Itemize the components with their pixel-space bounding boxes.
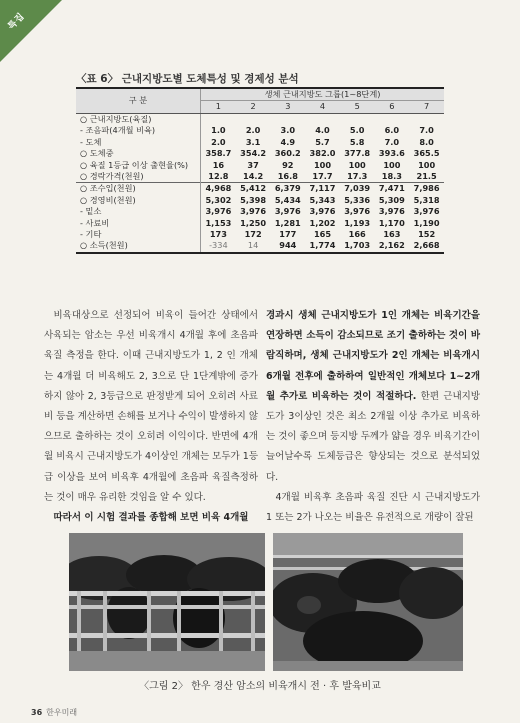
table-cell: 7,117 <box>305 183 340 195</box>
table-row <box>76 137 444 148</box>
magazine-name: 한우미래 <box>46 708 78 717</box>
table-label-header: 구 분 <box>76 88 201 113</box>
row-label: ○ 육질 1등급 이상 출현율(%) <box>76 160 201 171</box>
table-cell: 173 <box>209 229 227 240</box>
table-col-header: 6 <box>375 101 410 113</box>
table-row <box>76 183 444 195</box>
table-cell: 5.7 <box>315 136 330 147</box>
table-cell: 14.2 <box>243 170 264 181</box>
table-cell: 377.8 <box>344 148 371 159</box>
row-label: ○ 조수입(천원) <box>76 183 201 195</box>
row-label: - 사료비 <box>76 218 201 229</box>
section-corner-label: 특집 <box>6 11 28 32</box>
table-cell: 1.0 <box>211 125 226 136</box>
body-paragraph <box>266 306 480 488</box>
table-cell: 3,976 <box>413 206 440 217</box>
table-cell: 7.0 <box>419 125 434 136</box>
table-cell: 6.0 <box>384 125 400 136</box>
table-cell: 5,343 <box>309 194 336 205</box>
table-cell: 166 <box>348 229 366 240</box>
table-cell: 17.3 <box>347 170 368 181</box>
table-cell: 37 <box>247 159 259 170</box>
table-cell: 172 <box>244 229 262 240</box>
table-cell: 92 <box>282 159 294 170</box>
table-cell: 365.5 <box>413 148 440 159</box>
table-cell: 100 <box>383 159 401 170</box>
table-cell: 163 <box>383 229 401 240</box>
table-cell: 5,398 <box>240 194 267 205</box>
table-cell: 3,976 <box>274 206 301 217</box>
table-cell: 2,162 <box>375 240 410 252</box>
body-paragraph: 4개월 비육후 초음파 육질 진단 시 근내지방도가 1 또는 2가 나오는 비율은 유전적으로 개량이 잘된 <box>266 491 480 524</box>
table-cell: 7,986 <box>409 183 444 195</box>
table-cell: 2.0 <box>211 136 226 147</box>
table-cell: 5,412 <box>236 183 271 195</box>
body-emphasis-text: 경과시 생체 근내지방도가 1인 개체는 비육기간을 연장하면 소득이 감소되므로 조기 출하하는 것이 바람직하며, 생체 근내지방도가 2인 개체는 비육개시 6개월 전후에 출하하여 일반적인 개체보다 1~2개월 추가로 비육하는 것이 적절하다. <box>266 310 480 402</box>
table-row <box>76 240 444 252</box>
table-col-header: 7 <box>409 101 444 113</box>
table-cell: 2.0 <box>245 125 261 136</box>
body-text: 한편 근내지방도가 3이상인 것은 최소 2개월 이상 추가로 비육하는 것이 좋으며 등지방 두께가 얇을 경우 비육기간이 늘어날수록 도체등급은 향상되는 것으로 분석되었다. <box>266 390 480 483</box>
row-label: - 조음파(4개월 비육) <box>76 125 201 136</box>
row-label: ○ 경락가격(천원) <box>76 171 201 183</box>
page-footer <box>31 707 77 718</box>
table-cell: 100 <box>348 159 366 170</box>
table-cell <box>409 113 444 125</box>
table-cell: 5,434 <box>274 194 301 205</box>
table-cell: 3,976 <box>205 206 232 217</box>
table-cell: -334 <box>201 240 236 252</box>
table-cell <box>340 113 375 125</box>
table-cell: 1,170 <box>378 217 405 228</box>
page-number: 36 <box>31 708 43 717</box>
row-label: ○ 소득(천원) <box>76 240 201 252</box>
data-table <box>76 87 444 254</box>
table-cell: 3,976 <box>240 206 267 217</box>
table-cell: 8.0 <box>419 136 434 147</box>
table-col-header: 2 <box>236 101 271 113</box>
table-cell: 360.2 <box>274 148 301 159</box>
table-cell: 1,193 <box>344 217 371 228</box>
table-cell: 5.0 <box>349 125 365 136</box>
table-col-header: 3 <box>270 101 305 113</box>
table-cell: 7,039 <box>340 183 375 195</box>
table-cell: 7,471 <box>375 183 410 195</box>
row-label: ○ 도체중 <box>76 148 201 159</box>
section-corner-tab <box>0 0 62 62</box>
table-cell: 5,309 <box>378 194 405 205</box>
table-row <box>76 148 444 159</box>
table-cell: 165 <box>313 229 332 240</box>
table-cell: 1,774 <box>305 240 340 252</box>
table-cell: 152 <box>418 229 436 240</box>
row-label: - 밑소 <box>76 206 201 217</box>
cattle-pen-image <box>69 533 265 671</box>
table-title: 〈표 6〉 근내지방도별 도체특성 및 경제성 분석 <box>76 73 299 85</box>
table-row <box>76 125 444 136</box>
table-cell: 5.8 <box>349 136 365 147</box>
table-cell: 5,318 <box>413 194 440 205</box>
table-cell: 1,703 <box>340 240 375 252</box>
table-cell: 2,668 <box>409 240 444 252</box>
body-paragraph: 비육대상으로 선정되어 비육이 들어간 상태에서 사육되는 암소는 우선 비육개시 4개월 후에 초음파 육질 측정을 한다. 이때 근내지방도가 1, 2 인 개체는 4개월 더 비육해도 2, 3으로 단 1단계밖에 증가하지 않아 2, 3등급으로 판정받게 되어 오히려 사료비 등을 계산하면 손해를 보거나 수익이 발생하지 않으므로 출하하는 것이 오히려 이익이다. 반면에 4개월 비육시 근내지방도가 4이상인 개체는 모두가 1등급 이상을 보여 비육후 4개월에 초음파 육질측정하는 것이 매우 유리한 것임을 알 수 있다. <box>44 310 258 503</box>
cattle-photo-before <box>69 533 265 671</box>
table-cell: 5,302 <box>205 194 232 205</box>
table-cell: 3.1 <box>245 136 261 147</box>
table-row <box>76 195 444 206</box>
table-cell <box>236 113 271 125</box>
table-cell: 1,250 <box>240 217 267 228</box>
table-cell: 7.0 <box>384 136 400 147</box>
table-cell: 100 <box>418 159 436 170</box>
table-row <box>76 160 444 171</box>
table-cell: 358.7 <box>205 148 232 159</box>
table-cell: 354.2 <box>240 148 267 159</box>
table-cell: 1,153 <box>205 217 232 228</box>
table-cell: 21.5 <box>416 170 437 181</box>
table-cell: 17.7 <box>312 170 333 181</box>
table-cell: 5,336 <box>344 194 371 205</box>
table-cell <box>270 113 305 125</box>
table-cell: 3,976 <box>378 206 405 217</box>
table-cell <box>201 113 236 125</box>
table-cell: 4.0 <box>315 125 330 136</box>
table-col-header: 4 <box>305 101 340 113</box>
row-label: ○ 경영비(천원) <box>76 195 201 206</box>
table-col-header: 1 <box>201 101 236 113</box>
table-cell: 1,190 <box>413 217 440 228</box>
table-row <box>76 206 444 217</box>
row-label: - 기타 <box>76 229 201 240</box>
cattle-pen-image <box>273 533 463 671</box>
table-cell: 1,202 <box>309 217 336 228</box>
table-row <box>76 218 444 229</box>
table-cell: 3.0 <box>280 125 296 136</box>
row-label: ○ 근내지방도(육질) <box>76 113 201 125</box>
table-cell: 16.8 <box>277 170 298 181</box>
table-cell: 177 <box>279 229 297 240</box>
table-cell: 944 <box>270 240 305 252</box>
table-row <box>76 113 444 125</box>
table-cell: 1,281 <box>274 217 301 228</box>
table-row <box>76 171 444 183</box>
table-cell: 4,968 <box>201 183 236 195</box>
table-cell: 16 <box>212 159 225 170</box>
table-cell: 3,976 <box>344 206 371 217</box>
table-cell: 4.9 <box>280 136 296 147</box>
table-cell: 14 <box>236 240 271 252</box>
table-group-header: 생체 근내지방도 그룹(1~8단계) <box>201 88 445 101</box>
table-cell: 382.0 <box>309 148 336 159</box>
body-paragraph: 따라서 이 시험 결과를 종합해 보면 비육 4개월 <box>53 512 249 524</box>
table-cell: 12.8 <box>208 170 229 181</box>
table-cell <box>305 113 340 125</box>
table-cell: 393.6 <box>378 148 405 159</box>
table-cell: 18.3 <box>381 170 402 181</box>
figure-caption: 〈그림 2〉 한우 경산 암소의 비육개시 전 · 후 발육비교 <box>139 681 381 692</box>
table-col-header: 5 <box>340 101 375 113</box>
table-cell <box>375 113 410 125</box>
table-cell: 3,976 <box>309 206 336 217</box>
table-cell: 6,379 <box>270 183 305 195</box>
table-row <box>76 229 444 240</box>
row-label: - 도체 <box>76 137 201 148</box>
body-column-right <box>266 306 480 528</box>
table-cell: 100 <box>313 159 332 170</box>
body-column-left <box>44 306 258 528</box>
cattle-photo-after <box>273 533 463 671</box>
